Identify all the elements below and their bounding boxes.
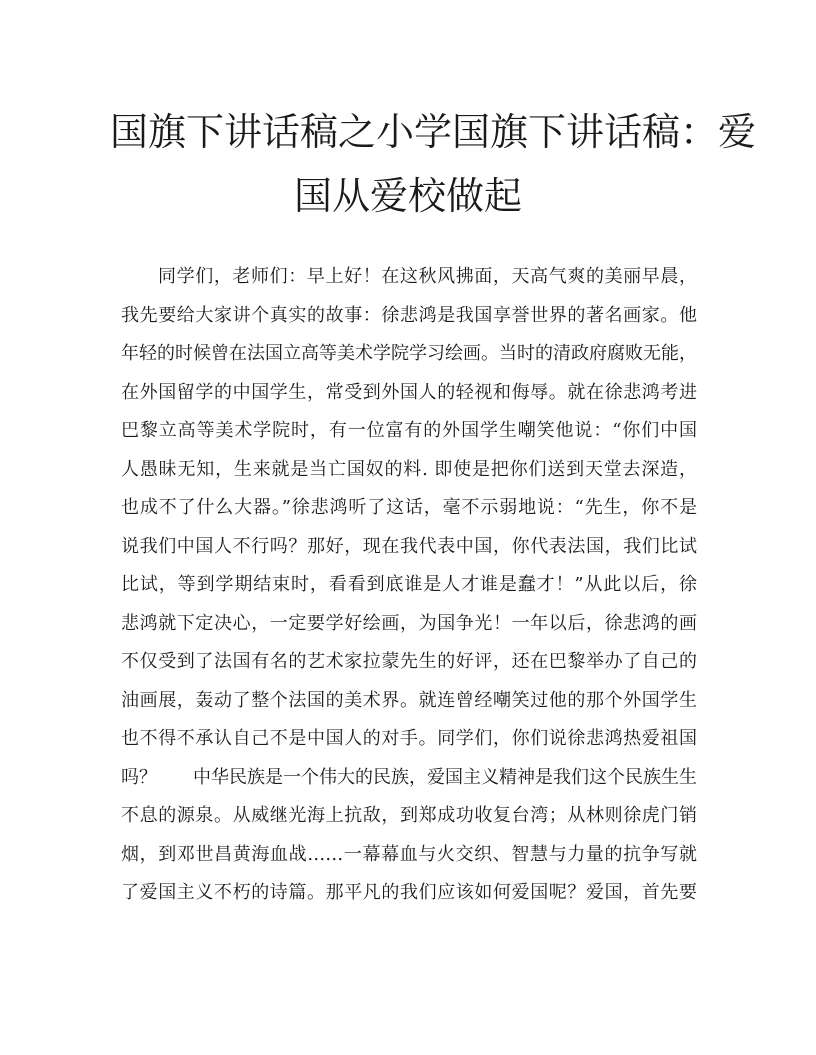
body-line: 吗？ 中华民族是一个伟大的民族，爱国主义精神是我们这个民族生生 [121, 766, 697, 788]
body-line: 悲鸿就下定决心，一定要学好绘画，为国争光！一年以后，徐悲鸿的画 [121, 612, 697, 634]
body-line: 也不得不承认自己不是中国人的对手。同学们，你们说徐悲鸿热爱祖国 [121, 728, 697, 749]
body-line: 巴黎立高等美术学院时，有一位富有的外国学生嘲笑他说：“你们中国 [121, 420, 697, 441]
body-line: 年轻的时候曾在法国立高等美术学院学习绘画。当时的清政府腐败无能， [121, 343, 697, 364]
body-line: 不仅受到了法国有名的艺术家拉蒙先生的好评，还在巴黎举办了自己的 [121, 651, 697, 672]
body-line: 不息的源泉。从威继光海上抗敌，到郑成功收复台湾；从林则徐虎门销 [121, 805, 697, 826]
body-paragraph [121, 258, 697, 913]
body-line: 我先要给大家讲个真实的故事：徐悲鸿是我国享誉世界的著名画家。他 [121, 304, 697, 326]
title-line-2: 国从爱校做起 [293, 174, 522, 218]
body-line: 在外国留学的中国学生，常受到外国人的轻视和侮辱。就在徐悲鸿考进 [121, 381, 697, 403]
body-line: 人愚昧无知，生来就是当亡国奴的料. 即使是把你们送到天堂去深造， [121, 458, 697, 480]
body-line: 同学们，老师们：早上好！在这秋风拂面，天高气爽的美丽早晨， [158, 266, 697, 287]
body-line: 也成不了什么大器。”徐悲鸿听了这话，毫不示弱地说：“先生，你不是 [121, 497, 697, 518]
title-line-1: 国旗下讲话稿之小学国旗下讲话稿：爱 [110, 110, 757, 154]
document-title [110, 100, 757, 228]
body-line: 比试，等到学期结束时，看看到底谁是人才谁是蠢才！”从此以后，徐 [121, 574, 697, 595]
body-line: 油画展，轰动了整个法国的美术界。就连曾经嘲笑过他的那个外国学生 [121, 689, 697, 711]
body-line: 了爱国主义不朽的诗篇。那平凡的我们应该如何爱国呢？爱国，首先要 [121, 882, 697, 903]
body-line: 烟，到邓世昌黄海血战……一幕幕血与火交织、智慧与力量的抗争写就 [121, 843, 697, 865]
body-line: 说我们中国人不行吗？那好，现在我代表中国，你代表法国，我们比试 [121, 535, 697, 557]
